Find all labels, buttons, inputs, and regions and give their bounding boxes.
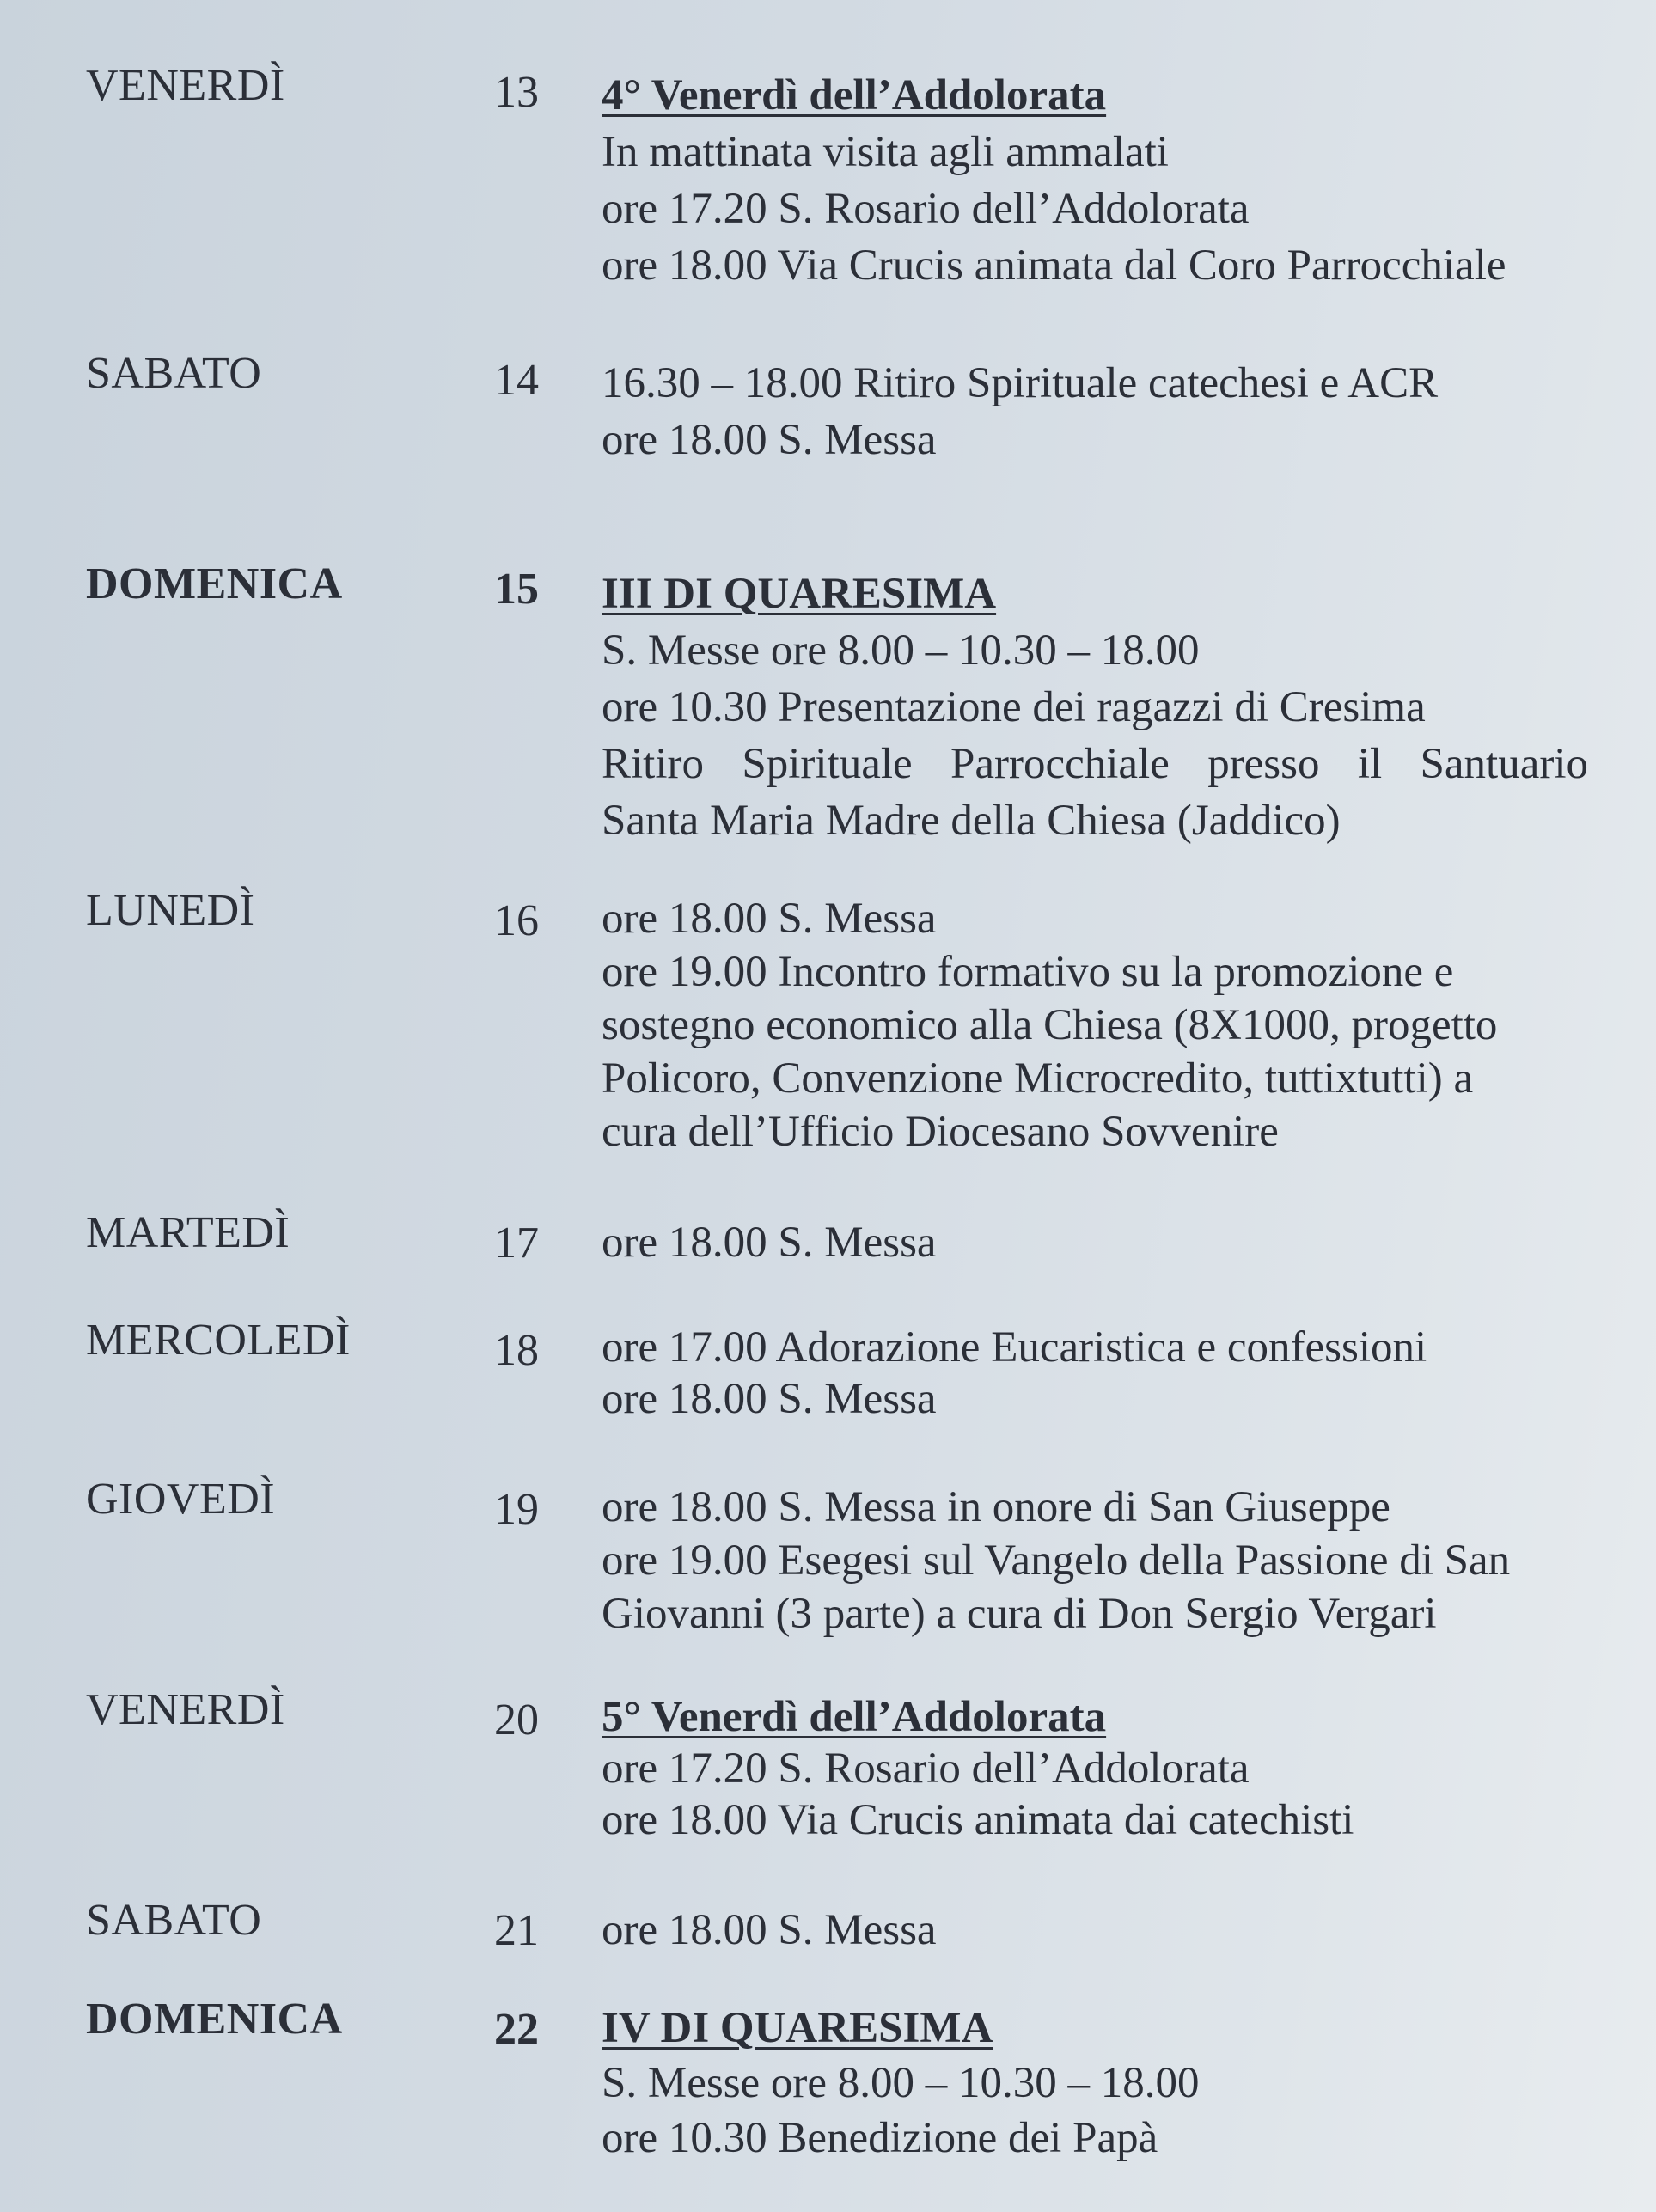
day-name: SABATO [86,349,262,398]
event-lines [602,1322,1590,1425]
event-lines [602,355,1590,468]
event-line: Giovanni (3 parte) a cura di Don Sergio Vergari [602,1590,1437,1638]
event-line: ore 10.30 Benedizione dei Papà [602,2114,1158,2162]
day-name: SABATO [86,1896,262,1945]
event-line: 16.30 – 18.00 Ritiro Spirituale catechesi e ACR [602,359,1439,407]
event-lines [602,1481,1590,1641]
event-line: ore 19.00 Esegesi sul Vangelo della Passione di San [602,1537,1511,1585]
event-line: ore 18.00 Via Crucis animata dal Coro Parrocchiale [602,241,1506,290]
day-number: 15 [494,565,539,614]
event-lines [602,892,1590,1158]
day-name: VENERDÌ [86,61,285,110]
day-number: 14 [494,356,539,405]
event-line: ore 18.00 S. Messa [602,1219,937,1267]
event-heading: IV DI QUARESIMA [602,2004,993,2052]
event-line: ore 10.30 Presentazione dei ragazzi di Cresima [602,683,1426,731]
event-line: ore 18.00 S. Messa [602,1906,937,1954]
event-line: ore 18.00 Via Crucis animata dai catechisti [602,1796,1354,1844]
event-heading: 4° Venerdì dell’Addolorata [602,71,1107,119]
event-line: Policoro, Convenzione Microcredito, tuttixtutti) a [602,1054,1474,1103]
event-lines [602,565,1590,849]
event-lines [602,67,1590,294]
event-line: In mattinata visita agli ammalati [602,128,1169,176]
day-number: 18 [494,1326,539,1375]
event-lines [602,1214,1590,1271]
event-line: ore 18.00 S. Messa [602,1375,937,1423]
event-lines [602,2001,1590,2166]
day-number: 22 [494,2005,539,2054]
day-name: LUNEDÌ [86,886,255,935]
day-name: GIOVEDÌ [86,1475,276,1524]
event-line: ore 19.00 Incontro formativo su la promozione e [602,948,1454,996]
event-lines [602,1902,1590,1958]
event-line: ore 18.00 S. Messa [602,416,937,464]
day-number: 16 [494,896,539,945]
event-line: sostegno economico alla Chiesa (8X1000, progetto [602,1001,1498,1049]
event-heading: 5° Venerdì dell’Addolorata [602,1693,1107,1741]
day-number: 17 [494,1219,539,1268]
event-lines [602,1691,1590,1846]
event-line: ore 17.20 S. Rosario dell’Addolorata [602,185,1250,233]
day-name: VENERDÌ [86,1685,285,1734]
event-line: S. Messe ore 8.00 – 10.30 – 18.00 [602,2059,1200,2107]
event-line: ore 17.00 Adorazione Eucaristica e confessioni [602,1323,1427,1372]
day-number: 13 [494,68,539,117]
event-line: S. Messe ore 8.00 – 10.30 – 18.00 [602,626,1200,675]
event-line: cura dell’Ufficio Diocesano Sovvenire [602,1108,1279,1156]
event-line: ore 18.00 S. Messa [602,895,937,943]
event-line: ore 17.20 S. Rosario dell’Addolorata [602,1745,1250,1793]
day-number: 20 [494,1696,539,1745]
event-line: Santa Maria Madre della Chiesa (Jaddico) [602,797,1341,845]
event-line: ore 18.00 S. Messa in onore di San Giuseppe [602,1483,1390,1531]
day-number: 21 [494,1906,539,1955]
day-name: MERCOLEDÌ [86,1316,351,1365]
event-heading: III DI QUARESIMA [602,570,997,618]
day-number: 19 [494,1485,539,1534]
day-name: DOMENICA [86,1995,343,2044]
event-line: Ritiro Spirituale Parrocchiale presso il Santuario [602,740,1588,788]
day-name: DOMENICA [86,559,343,608]
day-name: MARTEDÌ [86,1208,290,1257]
